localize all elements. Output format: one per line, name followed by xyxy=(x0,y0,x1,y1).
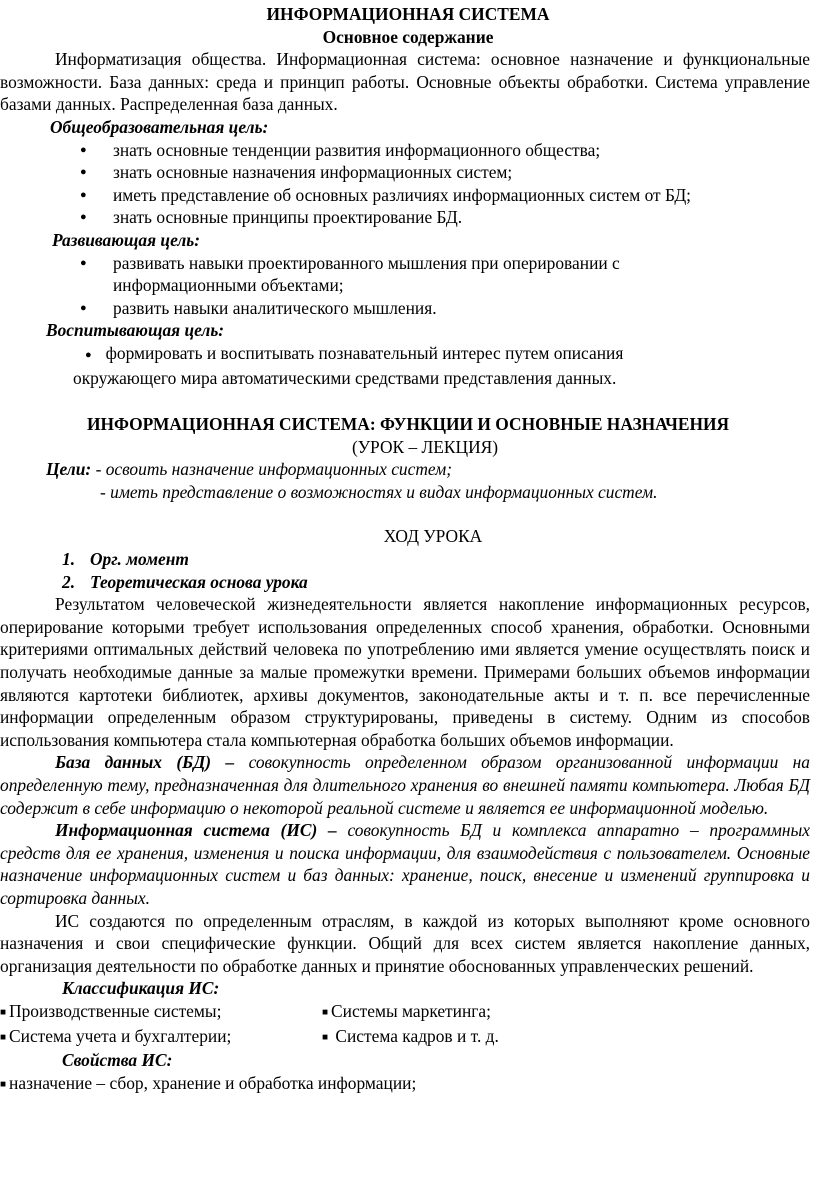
classification-item: ■ Производственные системы; xyxy=(0,1000,222,1021)
educational-goal-item xyxy=(0,342,816,389)
classification-row xyxy=(0,1025,816,1050)
definition-text: совокупность определенном образом организованной информации на определенную тему, предназначенная для длительного хранения во внешней памяти компьютера. Любая БД содержит в себе информацию о некоторой реальной системе и является ее информационной моделью. xyxy=(0,752,810,818)
doc-subtitle: Основное содержание xyxy=(322,26,494,47)
content-summary: Информатизация общества. Информационная система: основное назначение и функциональные возможности. База данных: среда и принцип работы. Основные объекты обработки. Система управление базами данных. Распределенная база данных. xyxy=(0,49,810,115)
educational-goal-heading: Воспитывающая цель: xyxy=(46,320,225,341)
developing-goal-list xyxy=(0,252,816,320)
document-page xyxy=(0,3,816,1096)
general-goal-heading: Общеобразовательная цель: xyxy=(50,116,269,137)
lesson-title: ИНФОРМАЦИОННАЯ СИСТЕМА: ФУНКЦИИ И ОСНОВНЫЕ НАЗНАЧЕНИЯ xyxy=(86,414,730,435)
step-item xyxy=(62,548,816,571)
spacer xyxy=(0,503,816,525)
square-bullet-icon: ■ xyxy=(322,1031,329,1043)
classification-item: ■ Система учета и бухгалтерии; xyxy=(0,1025,232,1046)
bullet-icon: ● xyxy=(85,348,92,361)
educational-goal-text: формировать и воспитывать познавательный интерес путем описания окружающего мира автоматическими средствами представления данных. xyxy=(73,342,624,388)
goals-label: Цели: xyxy=(46,459,92,480)
list-item: ● знать основные тенденции развития информационного общества; xyxy=(0,139,816,162)
classification-item: ■ Система кадров и т. д. xyxy=(322,1025,499,1046)
square-bullet-icon: ■ xyxy=(322,1006,329,1018)
lesson-goal-2: - иметь представление о возможностях и видах информационных систем. xyxy=(100,481,658,502)
developing-goal-heading: Развивающая цель: xyxy=(52,229,201,250)
list-item: ● развить навыки аналитического мышления. xyxy=(0,297,816,320)
spacer xyxy=(0,389,816,413)
definition-is xyxy=(0,819,816,909)
list-item: ● развивать навыки проектированного мышления при оперировании с информационными объектами; xyxy=(0,252,816,297)
paragraph: ИС создаются по определенным отраслям, в каждой из которых выполняют кроме основного назначения и свои специфические функции. Общий для всех систем является накопление данных, организация деятельности по обработке данных и принятие обоснованных управленческих решений. xyxy=(0,910,810,976)
properties-item: ■ назначение – сбор, хранение и обработка информации; xyxy=(0,1072,417,1093)
square-bullet-icon: ■ xyxy=(0,1031,7,1043)
classification-item: ■ Системы маркетинга; xyxy=(322,1000,491,1021)
list-item: ● иметь представление об основных различиях информационных систем от БД; xyxy=(0,184,816,207)
lesson-type: (УРОК – ЛЕКЦИЯ) xyxy=(351,436,499,457)
step-number: 1. xyxy=(62,549,76,570)
term-is: Информационная система (ИС) – xyxy=(55,820,337,841)
step-number: 2. xyxy=(62,571,76,592)
general-goal-list xyxy=(0,139,816,229)
step-label: Теоретическая основа урока xyxy=(90,571,308,592)
list-item: ● знать основные назначения информационных систем; xyxy=(0,161,816,184)
classification-heading: Классификация ИС: xyxy=(62,978,220,999)
list-item: ● знать основные принципы проектирование БД. xyxy=(0,206,816,229)
square-bullet-icon: ■ xyxy=(0,1078,7,1090)
step-item xyxy=(62,571,816,594)
paragraph: Результатом человеческой жизнедеятельности является накопление информационных ресурсов, оперирование которыми требует использования определенных способ хранения, обработки. Основными критериями оптимальных действий человека по употреблению ими является умение осуществлять поиск и получать необходимые данные за малые промежутки времени. Примерами больших объемов информации являются картотеки библиотек, архивы документов, законодательные акты и т. п. все перечисленные информации определенным образом структурированы, приведены в систему. Одним из способов использования компьютера стала компьютерная обработка больших объемов информации. xyxy=(0,594,810,750)
course-heading: ХОД УРОКА xyxy=(383,526,483,547)
definition-text: совокупность БД и комплекса аппаратно – программных средств для ее хранения, изменения и поиска информации, для взаимодействия с пользователем. Основные назначение информационных систем и баз данных: хранение, поиск, внесение и изменений группировка и сортировка данных. xyxy=(0,820,810,908)
step-label: Орг. момент xyxy=(90,549,189,570)
square-bullet-icon: ■ xyxy=(0,1006,7,1018)
goal-text: - освоить назначение информационных систем; xyxy=(95,459,453,480)
properties-heading: Свойства ИС: xyxy=(62,1050,173,1071)
doc-title: ИНФОРМАЦИОННАЯ СИСТЕМА xyxy=(266,4,550,24)
lesson-goal-1 xyxy=(46,458,816,481)
classification-row xyxy=(0,1000,816,1025)
definition-db xyxy=(0,751,816,819)
term-db: База данных (БД) – xyxy=(55,752,235,773)
